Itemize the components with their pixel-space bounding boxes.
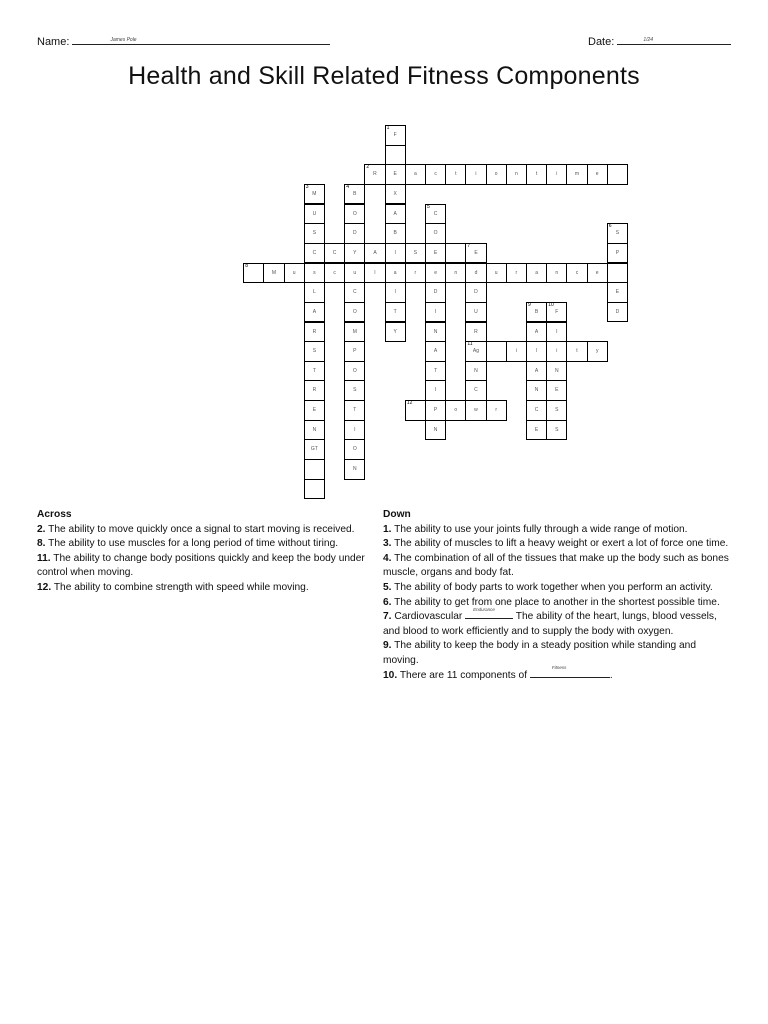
- crossword-cell[interactable]: [425, 380, 446, 401]
- down-clue: [383, 664, 733, 684]
- cell-letter: r: [495, 407, 498, 414]
- cell-letter: e: [595, 171, 599, 178]
- crossword-cell[interactable]: [425, 341, 446, 362]
- down-clue: [383, 606, 733, 639]
- answer-handwriting: Endurance: [473, 606, 495, 612]
- cell-letter: Ag: [472, 348, 480, 355]
- crossword-cell[interactable]: [425, 164, 446, 185]
- crossword-cell[interactable]: [445, 164, 466, 185]
- crossword-cell[interactable]: [465, 302, 486, 323]
- clue-number: 10.: [383, 669, 398, 681]
- crossword-cell[interactable]: [566, 263, 587, 284]
- cell-letter: N: [312, 426, 317, 433]
- cell-number: 3: [305, 183, 309, 190]
- crossword-cell[interactable]: [465, 263, 486, 284]
- crossword-cell[interactable]: [506, 263, 527, 284]
- crossword-cell[interactable]: [425, 400, 446, 421]
- crossword-cell[interactable]: [607, 243, 628, 264]
- crossword-cell[interactable]: [263, 263, 284, 284]
- crossword-cell[interactable]: [304, 380, 325, 401]
- cell-number: 11: [467, 341, 473, 348]
- cell-letter: Y: [353, 249, 357, 256]
- down-clue: [383, 596, 733, 611]
- crossword-cell[interactable]: [385, 184, 406, 205]
- cell-letter: N: [433, 426, 438, 433]
- down-clue: [383, 523, 733, 538]
- crossword-cell[interactable]: [364, 263, 385, 284]
- cell-letter: S: [353, 387, 357, 394]
- cell-letter: D: [474, 289, 478, 296]
- cell-letter: S: [615, 230, 620, 237]
- cell-letter: I: [434, 387, 437, 394]
- crossword-cell[interactable]: [425, 361, 446, 382]
- crossword-cell[interactable]: [465, 380, 486, 401]
- crossword-cell[interactable]: [546, 302, 567, 323]
- cell-letter: D: [615, 308, 620, 315]
- crossword-cell[interactable]: [546, 400, 567, 421]
- crossword-cell[interactable]: [304, 361, 325, 382]
- cell-letter: t: [455, 171, 457, 178]
- crossword-cell[interactable]: [425, 204, 446, 225]
- crossword-cell[interactable]: [344, 420, 365, 441]
- clue-text: .: [609, 669, 613, 681]
- cell-letter: U: [312, 210, 317, 217]
- crossword-cell[interactable]: [566, 164, 587, 185]
- cell-letter: u: [353, 269, 357, 276]
- crossword-cell[interactable]: [546, 420, 567, 441]
- cell-letter: a: [535, 269, 538, 276]
- cell-letter: N: [554, 367, 559, 374]
- cell-letter: B: [353, 190, 357, 197]
- cell-letter: A: [534, 328, 539, 335]
- crossword-grid: [0, 0, 768, 510]
- cell-letter: T: [434, 367, 438, 374]
- cell-letter: N: [534, 387, 539, 394]
- cell-number: 12: [406, 400, 413, 407]
- crossword-cell[interactable]: [465, 164, 486, 185]
- cell-letter: c: [434, 171, 437, 178]
- crossword-cell[interactable]: [304, 459, 325, 480]
- crossword-cell[interactable]: [465, 282, 486, 303]
- crossword-cell[interactable]: [344, 322, 365, 343]
- crossword-cell[interactable]: [607, 164, 628, 185]
- cell-letter: I: [354, 426, 356, 433]
- crossword-cell[interactable]: [425, 223, 446, 244]
- cell-letter: e: [434, 269, 437, 276]
- crossword-cell[interactable]: [304, 341, 325, 362]
- cell-letter: i: [475, 171, 477, 178]
- cell-letter: S: [312, 348, 317, 355]
- crossword-cell[interactable]: [324, 243, 345, 264]
- clue-number: 8.: [37, 538, 46, 550]
- cell-letter: Y: [393, 328, 397, 335]
- crossword-cell[interactable]: [304, 302, 325, 323]
- crossword-cell[interactable]: [465, 322, 486, 343]
- cell-letter: L: [313, 289, 316, 296]
- crossword-cell[interactable]: [486, 263, 507, 284]
- cell-letter: C: [352, 289, 357, 296]
- crossword-cell[interactable]: [344, 282, 365, 303]
- cell-letter: A: [433, 348, 438, 355]
- crossword-cell[interactable]: [587, 341, 608, 362]
- cell-letter: M: [271, 269, 277, 276]
- cell-letter: E: [474, 249, 478, 256]
- crossword-cell[interactable]: [344, 263, 365, 284]
- crossword-cell[interactable]: [526, 302, 547, 323]
- cell-letter: d: [474, 269, 478, 276]
- clue-number: 3.: [383, 538, 392, 550]
- cell-letter: t: [535, 171, 538, 178]
- clue-number: 11.: [37, 552, 51, 564]
- crossword-cell[interactable]: [344, 184, 365, 205]
- crossword-cell[interactable]: [587, 164, 608, 185]
- crossword-cell[interactable]: [506, 341, 527, 362]
- crossword-cell[interactable]: [364, 164, 385, 185]
- down-clue: [383, 537, 733, 552]
- crossword-cell[interactable]: [385, 204, 406, 225]
- crossword-cell[interactable]: [587, 263, 608, 284]
- cell-letter: n: [515, 171, 518, 178]
- cell-letter: R: [373, 171, 377, 178]
- crossword-cell[interactable]: [304, 400, 325, 421]
- crossword-cell[interactable]: [546, 263, 567, 284]
- name-label: Name:: [37, 36, 70, 48]
- cell-number: 4: [346, 183, 349, 190]
- crossword-cell[interactable]: [607, 223, 628, 244]
- crossword-cell[interactable]: [405, 164, 426, 185]
- crossword-cell[interactable]: [445, 263, 466, 284]
- cell-letter: u: [292, 269, 296, 276]
- crossword-cell[interactable]: [344, 302, 365, 323]
- cell-letter: O: [352, 308, 357, 315]
- crossword-cell[interactable]: [284, 263, 305, 284]
- cell-letter: u: [494, 269, 498, 276]
- crossword-cell[interactable]: [526, 322, 547, 343]
- crossword-cell[interactable]: [344, 204, 365, 225]
- crossword-cell[interactable]: [445, 400, 466, 421]
- clue-number: 4.: [383, 552, 392, 564]
- clue-text: The ability of body parts to work together when you perform an activity.: [394, 581, 713, 593]
- crossword-cell[interactable]: [304, 479, 325, 500]
- crossword-cell[interactable]: [566, 341, 587, 362]
- cell-letter: i: [556, 348, 558, 355]
- crossword-cell[interactable]: [304, 243, 325, 264]
- down-clues: [383, 508, 733, 683]
- crossword-cell[interactable]: [546, 322, 567, 343]
- crossword-cell[interactable]: [607, 282, 628, 303]
- cell-letter: l: [536, 348, 538, 355]
- crossword-cell[interactable]: [385, 302, 406, 323]
- cell-number: 9: [528, 301, 531, 308]
- across-heading: Across: [37, 509, 72, 520]
- cell-letter: C: [474, 387, 478, 394]
- crossword-cell[interactable]: [304, 322, 325, 343]
- crossword-cell[interactable]: [385, 125, 406, 146]
- cell-letter: D: [433, 289, 438, 296]
- crossword-cell[interactable]: [486, 400, 507, 421]
- across-clue: [37, 581, 377, 596]
- crossword-cell[interactable]: [304, 204, 325, 225]
- answer-handwriting: Fitness: [551, 664, 567, 670]
- cell-number: 5: [427, 203, 430, 210]
- cell-number: 2: [366, 164, 370, 171]
- date-value: 1/24: [643, 37, 654, 43]
- crossword-cell[interactable]: [324, 263, 345, 284]
- crossword-cell[interactable]: [465, 341, 486, 362]
- clue-number: 7.: [383, 611, 392, 623]
- crossword-cell[interactable]: [405, 243, 426, 264]
- cell-letter: F: [393, 132, 397, 138]
- clue-number: 5.: [383, 581, 392, 593]
- crossword-cell[interactable]: [405, 400, 426, 421]
- name-value: James Pole: [110, 37, 137, 43]
- cell-letter: A: [393, 210, 397, 217]
- crossword-cell[interactable]: [364, 243, 385, 264]
- across-clue: [37, 537, 377, 552]
- cell-letter: s: [313, 269, 316, 276]
- cell-letter: C: [332, 249, 337, 256]
- crossword-cell[interactable]: [385, 145, 406, 166]
- cell-letter: D: [352, 230, 357, 237]
- down-clue: [383, 552, 733, 581]
- crossword-cell[interactable]: [304, 282, 325, 303]
- cell-letter: O: [433, 230, 438, 237]
- cell-letter: B: [534, 308, 539, 315]
- cell-letter: I: [394, 249, 396, 256]
- crossword-cell[interactable]: [465, 400, 486, 421]
- crossword-cell[interactable]: [344, 380, 365, 401]
- cell-letter: O: [352, 367, 357, 374]
- crossword-cell[interactable]: [526, 164, 547, 185]
- crossword-cell[interactable]: [546, 164, 567, 185]
- cell-letter: O: [352, 446, 357, 453]
- crossword-cell[interactable]: [425, 263, 446, 284]
- clue-number: 9.: [383, 640, 392, 652]
- crossword-cell[interactable]: [304, 439, 325, 460]
- date-label: Date:: [588, 36, 615, 48]
- clue-text: The ability to get from one place to another in the shortest possible time.: [394, 596, 720, 608]
- cell-letter: I: [556, 328, 558, 335]
- cell-letter: N: [352, 466, 357, 472]
- cell-letter: E: [433, 249, 438, 256]
- cell-letter: P: [353, 348, 357, 355]
- crossword-cell[interactable]: [425, 322, 446, 343]
- down-heading: Down: [383, 509, 411, 520]
- cell-letter: r: [414, 269, 417, 276]
- answer-blank[interactable]: [530, 664, 610, 678]
- cell-letter: S: [312, 230, 317, 237]
- clue-text: The ability to change body positions quickly and keep the body under control when moving.: [37, 552, 365, 579]
- cell-letter: E: [615, 289, 620, 296]
- crossword-cell[interactable]: [385, 282, 406, 303]
- crossword-cell[interactable]: [546, 380, 567, 401]
- cell-letter: A: [534, 367, 539, 374]
- cell-letter: l: [374, 269, 376, 276]
- cell-number: 7: [467, 242, 471, 249]
- clue-number: 6.: [383, 596, 392, 608]
- crossword-cell[interactable]: [385, 322, 406, 343]
- crossword-cell[interactable]: [607, 302, 628, 323]
- cell-letter: T: [312, 367, 316, 374]
- crossword-cell[interactable]: [526, 400, 547, 421]
- clue-prefix: There are 11 components of: [399, 669, 528, 681]
- cell-letter: E: [312, 407, 317, 414]
- clue-text: The ability to keep the body in a steady position while standing and moving.: [383, 640, 697, 666]
- cell-number: 1: [386, 125, 390, 131]
- crossword-cell[interactable]: [344, 243, 365, 264]
- cell-letter: C: [534, 407, 539, 414]
- answer-blank[interactable]: [465, 606, 513, 619]
- across-clue: [37, 523, 377, 538]
- crossword-cell[interactable]: [425, 243, 446, 264]
- crossword-cell[interactable]: [445, 243, 466, 264]
- crossword-cell[interactable]: [405, 263, 426, 284]
- cell-letter: c: [333, 269, 336, 276]
- crossword-cell[interactable]: [385, 223, 406, 244]
- cell-letter: A: [373, 249, 377, 256]
- cell-letter: X: [393, 190, 397, 197]
- cell-letter: T: [353, 407, 357, 414]
- crossword-cell[interactable]: [526, 341, 547, 362]
- crossword-cell[interactable]: [486, 164, 507, 185]
- cell-letter: E: [393, 171, 397, 178]
- cell-letter: m: [574, 171, 580, 178]
- cell-letter: R: [312, 328, 317, 335]
- clue-prefix: Cardiovascular: [394, 611, 463, 623]
- crossword-cell[interactable]: [425, 420, 446, 441]
- crossword-cell[interactable]: [304, 223, 325, 244]
- cell-letter: r: [515, 269, 518, 276]
- crossword-cell[interactable]: [526, 361, 547, 382]
- cell-letter: GT: [310, 446, 318, 453]
- crossword-cell[interactable]: [304, 184, 325, 205]
- cell-letter: E: [534, 426, 539, 433]
- cell-letter: B: [393, 230, 397, 237]
- cell-letter: y: [595, 348, 599, 355]
- cell-letter: n: [555, 269, 559, 276]
- crossword-cell[interactable]: [243, 263, 264, 284]
- cell-number: 10: [548, 301, 554, 308]
- crossword-cell[interactable]: [465, 243, 486, 264]
- crossword-cell[interactable]: [344, 361, 365, 382]
- crossword-cell[interactable]: [546, 341, 567, 362]
- clue-text: The ability to move quickly once a signal to start moving is received.: [48, 523, 355, 535]
- crossword-cell[interactable]: [425, 282, 446, 303]
- crossword-cell[interactable]: [546, 361, 567, 382]
- cell-letter: R: [474, 328, 478, 335]
- cell-letter: N: [433, 328, 438, 335]
- cell-letter: I: [434, 308, 437, 315]
- cell-letter: n: [454, 269, 458, 276]
- crossword-cell[interactable]: [385, 263, 406, 284]
- cell-letter: N: [474, 367, 478, 374]
- cell-letter: i: [515, 348, 517, 355]
- cell-letter: P: [615, 249, 620, 256]
- cell-letter: R: [312, 387, 317, 394]
- crossword-cell[interactable]: [344, 439, 365, 460]
- crossword-cell[interactable]: [607, 263, 628, 284]
- crossword-cell[interactable]: [486, 341, 507, 362]
- clue-text: The ability of the heart, lungs, blood vessels, and blood to work efficiently and to supply the body with oxygen.: [383, 611, 717, 637]
- cell-letter: e: [595, 269, 599, 276]
- clue-number: 12.: [37, 581, 52, 593]
- cell-letter: P: [433, 407, 438, 414]
- crossword-cell[interactable]: [344, 341, 365, 362]
- cell-letter: C: [312, 249, 317, 256]
- cell-letter: O: [352, 210, 357, 217]
- cell-letter: E: [555, 387, 559, 394]
- cell-letter: S: [413, 249, 418, 256]
- cell-letter: a: [414, 171, 417, 178]
- cell-letter: i: [556, 171, 558, 178]
- crossword-cell[interactable]: [304, 420, 325, 441]
- across-clue: [37, 552, 377, 581]
- cell-letter: S: [555, 407, 559, 414]
- cell-letter: M: [312, 190, 317, 197]
- cell-letter: A: [312, 308, 317, 315]
- cell-letter: F: [555, 308, 559, 315]
- cell-letter: M: [352, 328, 357, 335]
- cell-number: 8: [245, 262, 248, 269]
- cell-letter: S: [555, 426, 559, 433]
- cell-letter: w: [474, 407, 478, 414]
- crossword-cell[interactable]: [506, 164, 527, 185]
- crossword-cell[interactable]: [344, 400, 365, 421]
- clue-number: 1.: [383, 523, 392, 535]
- clue-text: The ability of muscles to lift a heavy weight or exert a lot of force one time.: [394, 538, 729, 550]
- cell-letter: I: [394, 289, 396, 296]
- crossword-cell[interactable]: [385, 164, 406, 185]
- cell-letter: c: [575, 269, 579, 276]
- crossword-cell[interactable]: [344, 459, 365, 480]
- across-clues: [37, 508, 377, 596]
- crossword-cell[interactable]: [344, 223, 365, 244]
- cell-number: 6: [608, 223, 612, 230]
- cell-letter: o: [494, 171, 498, 178]
- crossword-cell[interactable]: [465, 361, 486, 382]
- crossword-cell[interactable]: [385, 243, 406, 264]
- crossword-cell[interactable]: [526, 380, 547, 401]
- cell-letter: o: [454, 407, 458, 414]
- clue-text: The ability to combine strength with speed while moving.: [53, 581, 309, 593]
- cell-letter: U: [474, 308, 478, 315]
- down-clue: [383, 581, 733, 596]
- crossword-cell[interactable]: [526, 420, 547, 441]
- cell-letter: t: [576, 348, 578, 355]
- crossword-cell[interactable]: [526, 263, 547, 284]
- clue-text: The combination of all of the tissues that make up the body such as bones muscle, organs and body fat.: [383, 552, 729, 579]
- crossword-cell[interactable]: [304, 263, 325, 284]
- crossword-cell[interactable]: [425, 302, 446, 323]
- clue-text: The ability to use muscles for a long period of time without tiring.: [48, 538, 339, 550]
- cell-letter: C: [433, 210, 438, 217]
- clue-number: 2.: [37, 523, 46, 535]
- page-title: Health and Skill Related Fitness Components: [128, 62, 640, 90]
- cell-letter: a: [393, 269, 397, 276]
- cell-letter: T: [393, 308, 397, 315]
- clue-text: The ability to use your joints fully through a wide range of motion.: [394, 523, 688, 535]
